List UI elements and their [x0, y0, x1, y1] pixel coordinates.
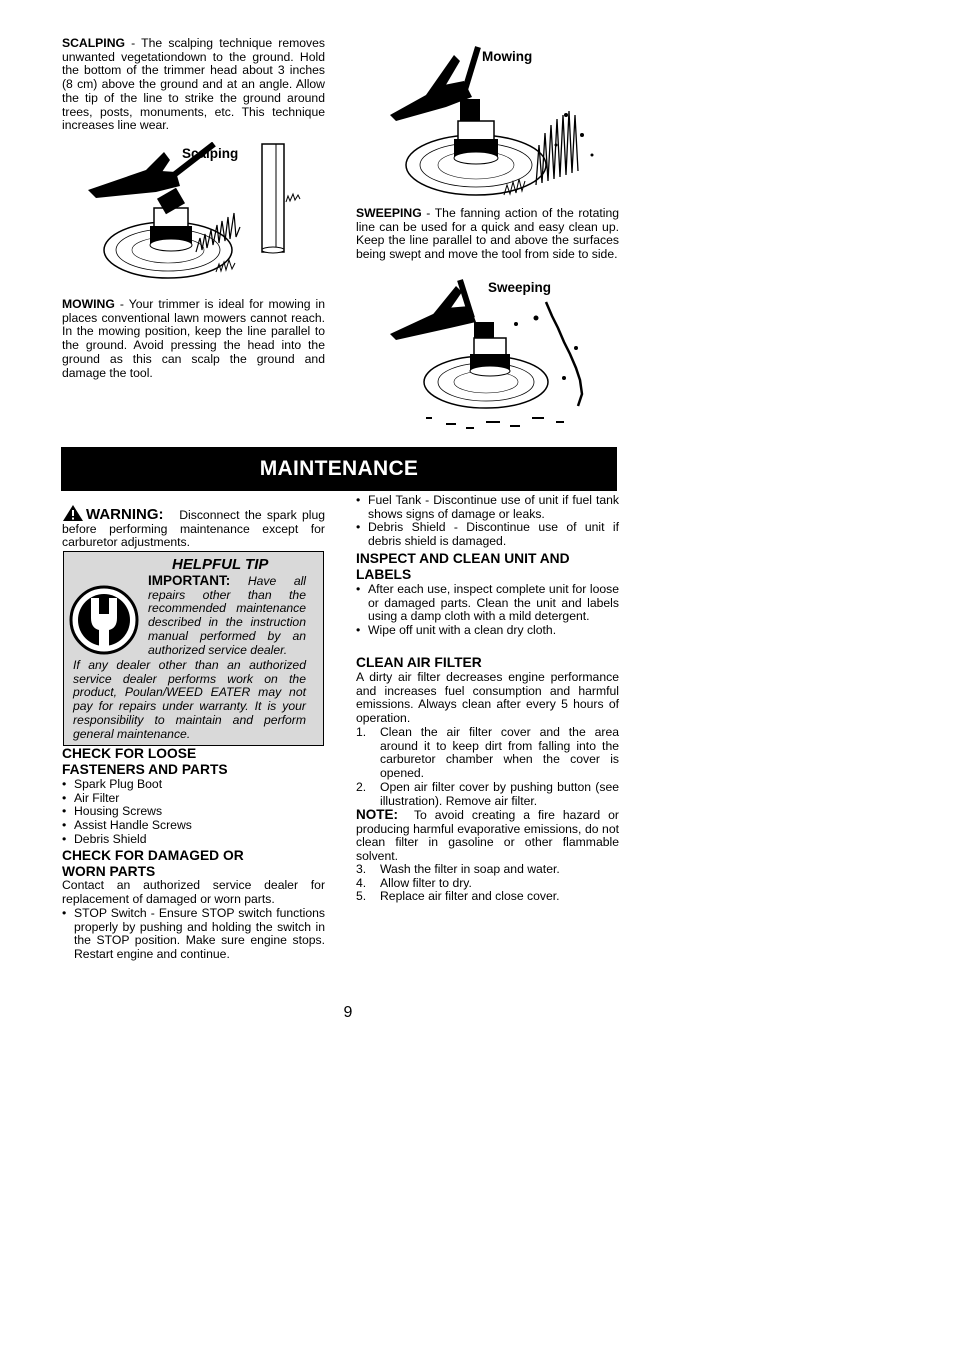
check-loose-list [62, 778, 325, 847]
mowing-figure [386, 45, 606, 205]
step-text: Allow filter to dry. [380, 875, 472, 890]
section-banner: MAINTENANCE [61, 447, 617, 491]
sweeping-term: SWEEPING [356, 206, 422, 220]
list-item: • Housing Screws [62, 805, 325, 819]
warning-text: Disconnect the spark plug before performing maintenance except for carburetor adjustments. [62, 508, 325, 550]
sweeping-figure [386, 278, 616, 440]
clean-air-filter-heading: CLEAN AIR FILTER [356, 655, 482, 670]
list-item: • Debris Shield - Discontinue use of unit if debris shield is damaged. [356, 521, 619, 548]
step-text: Replace air filter and close cover. [380, 889, 560, 904]
check-loose-heading [62, 746, 325, 777]
list-item: • After each use, inspect complete unit for loose or damaged parts. Clean the unit and labels using a damp cloth with a mild detergent. [356, 583, 619, 624]
mowing-figure-label: Mowing [482, 49, 533, 64]
scalping-illustration [86, 142, 326, 292]
list-item: • Fuel Tank - Discontinue use of unit if fuel tank shows signs of damage or leaks. [356, 494, 619, 521]
step-text: Wash the filter in soap and water. [380, 862, 560, 876]
inspect-clean-list [356, 583, 619, 638]
mowing-term: MOWING [62, 297, 115, 311]
mowing-illustration [386, 45, 606, 205]
list-item [356, 890, 619, 904]
inspect-clean-heading [356, 551, 619, 582]
important-label: IMPORTANT: [148, 573, 231, 588]
scalping-paragraph [62, 37, 325, 133]
air-filter-steps-a [356, 726, 619, 808]
scalping-figure-label: Scalping [182, 146, 239, 161]
mowing-paragraph [62, 298, 325, 380]
check-damaged-list-left [62, 907, 325, 962]
helpful-tip-text-1: Have all repairs other than the recommended maintenance described in the instruction manual performed by an authorized service dealer. [148, 574, 307, 657]
scalping-term: SCALPING [62, 36, 125, 50]
step-number: 3. [356, 862, 367, 876]
check-loose-heading-line1: CHECK FOR LOOSE [62, 746, 197, 761]
helpful-tip-box [63, 551, 324, 746]
list-item: • Assist Handle Screws [62, 819, 325, 833]
check-damaged-heading [62, 848, 325, 879]
list-item [356, 781, 619, 808]
helpful-tip-title: HELPFUL TIP [172, 556, 269, 573]
step-number: 5. [356, 889, 367, 904]
step-number: 4. [356, 875, 367, 890]
list-item: • Air Filter [62, 792, 325, 806]
step-number: 1. [356, 725, 367, 739]
scalping-figure [86, 142, 326, 292]
check-damaged-intro: Contact an authorized service dealer for replacement of damaged or worn parts. [62, 878, 325, 906]
step-text: Clean the air filter cover and the area around it to keep dirt from falling into the carburetor chamber when the cover is opened. [380, 725, 619, 781]
wrench-icon [69, 584, 139, 656]
step-text: Open air filter cover by pushing button (see illustration). Remove air filter. [380, 779, 619, 808]
sweeping-text: - The fanning action of the rotating line can be used for a quick and easy clean up. Keep the line parallel to and above the surfaces being swept and move the tool from side to side. [356, 206, 620, 262]
list-item: • Wipe off unit with a clean dry cloth. [356, 624, 619, 638]
sweeping-figure-label: Sweeping [488, 280, 552, 295]
warning-icon [62, 504, 84, 522]
check-damaged-heading-line1: CHECK FOR DAMAGED OR [62, 848, 244, 863]
mowing-text: - Your trimmer is ideal for mowing in places conventional lawn mowers cannot reach. In the mowing position, keep the line parallel to the ground. Avoid pressing the head into the ground as this can scalp the ground and damage the tool. [62, 297, 326, 380]
list-item [356, 877, 619, 891]
list-item: • Spark Plug Boot [62, 778, 325, 792]
check-damaged-heading-line2: WORN PARTS [62, 863, 156, 879]
helpful-tip-text-2: If any dealer other than an authorized service dealer performs work on the product, Poulan/WEED EATER may not pay for repairs under warranty. It is your responsibility to maintain and perform general maintenance. [73, 658, 306, 741]
inspect-clean-heading-line2: LABELS [356, 566, 412, 582]
step-number: 2. [356, 779, 367, 794]
list-item [356, 863, 619, 877]
scalping-text: - The scalping technique removes unwanted vegetationdown to the ground. Hold the bottom of the trimmer head about 3 inches (8 cm) above the ground and at an angle. Allow the tip of the line to strike the ground around trees, posts, monuments, etc. This technique increases line wear. [62, 36, 326, 133]
helpful-tip-important [148, 574, 306, 657]
note-paragraph [356, 808, 619, 864]
check-damaged-list-right [356, 494, 619, 549]
sweeping-illustration [386, 278, 616, 440]
list-item: • STOP Switch - Ensure STOP switch functions properly by pushing and holding the switch in the STOP position. Make sure engine stops. Restart engine and continue. [62, 907, 325, 962]
list-item: • Debris Shield [62, 833, 325, 847]
sweeping-paragraph [356, 207, 619, 262]
clean-air-filter-intro: A dirty air filter decreases engine performance and increases fuel consumption and harmful emissions. Always clean after every 5 hours of operation. [356, 670, 619, 726]
inspect-clean-heading-line1: INSPECT AND CLEAN UNIT AND [356, 551, 570, 566]
warning-paragraph [62, 504, 325, 550]
page-number: 9 [343, 1004, 353, 1021]
list-item [356, 726, 619, 781]
note-label: NOTE: [356, 807, 398, 822]
warning-label: WARNING: [86, 506, 164, 523]
check-loose-heading-line2: FASTENERS AND PARTS [62, 761, 228, 777]
note-text: To avoid creating a fire hazard or producing harmful evaporative emissions, do not clean filter in gasoline or other flammable solvent. [356, 808, 619, 864]
air-filter-steps-b [356, 863, 619, 904]
